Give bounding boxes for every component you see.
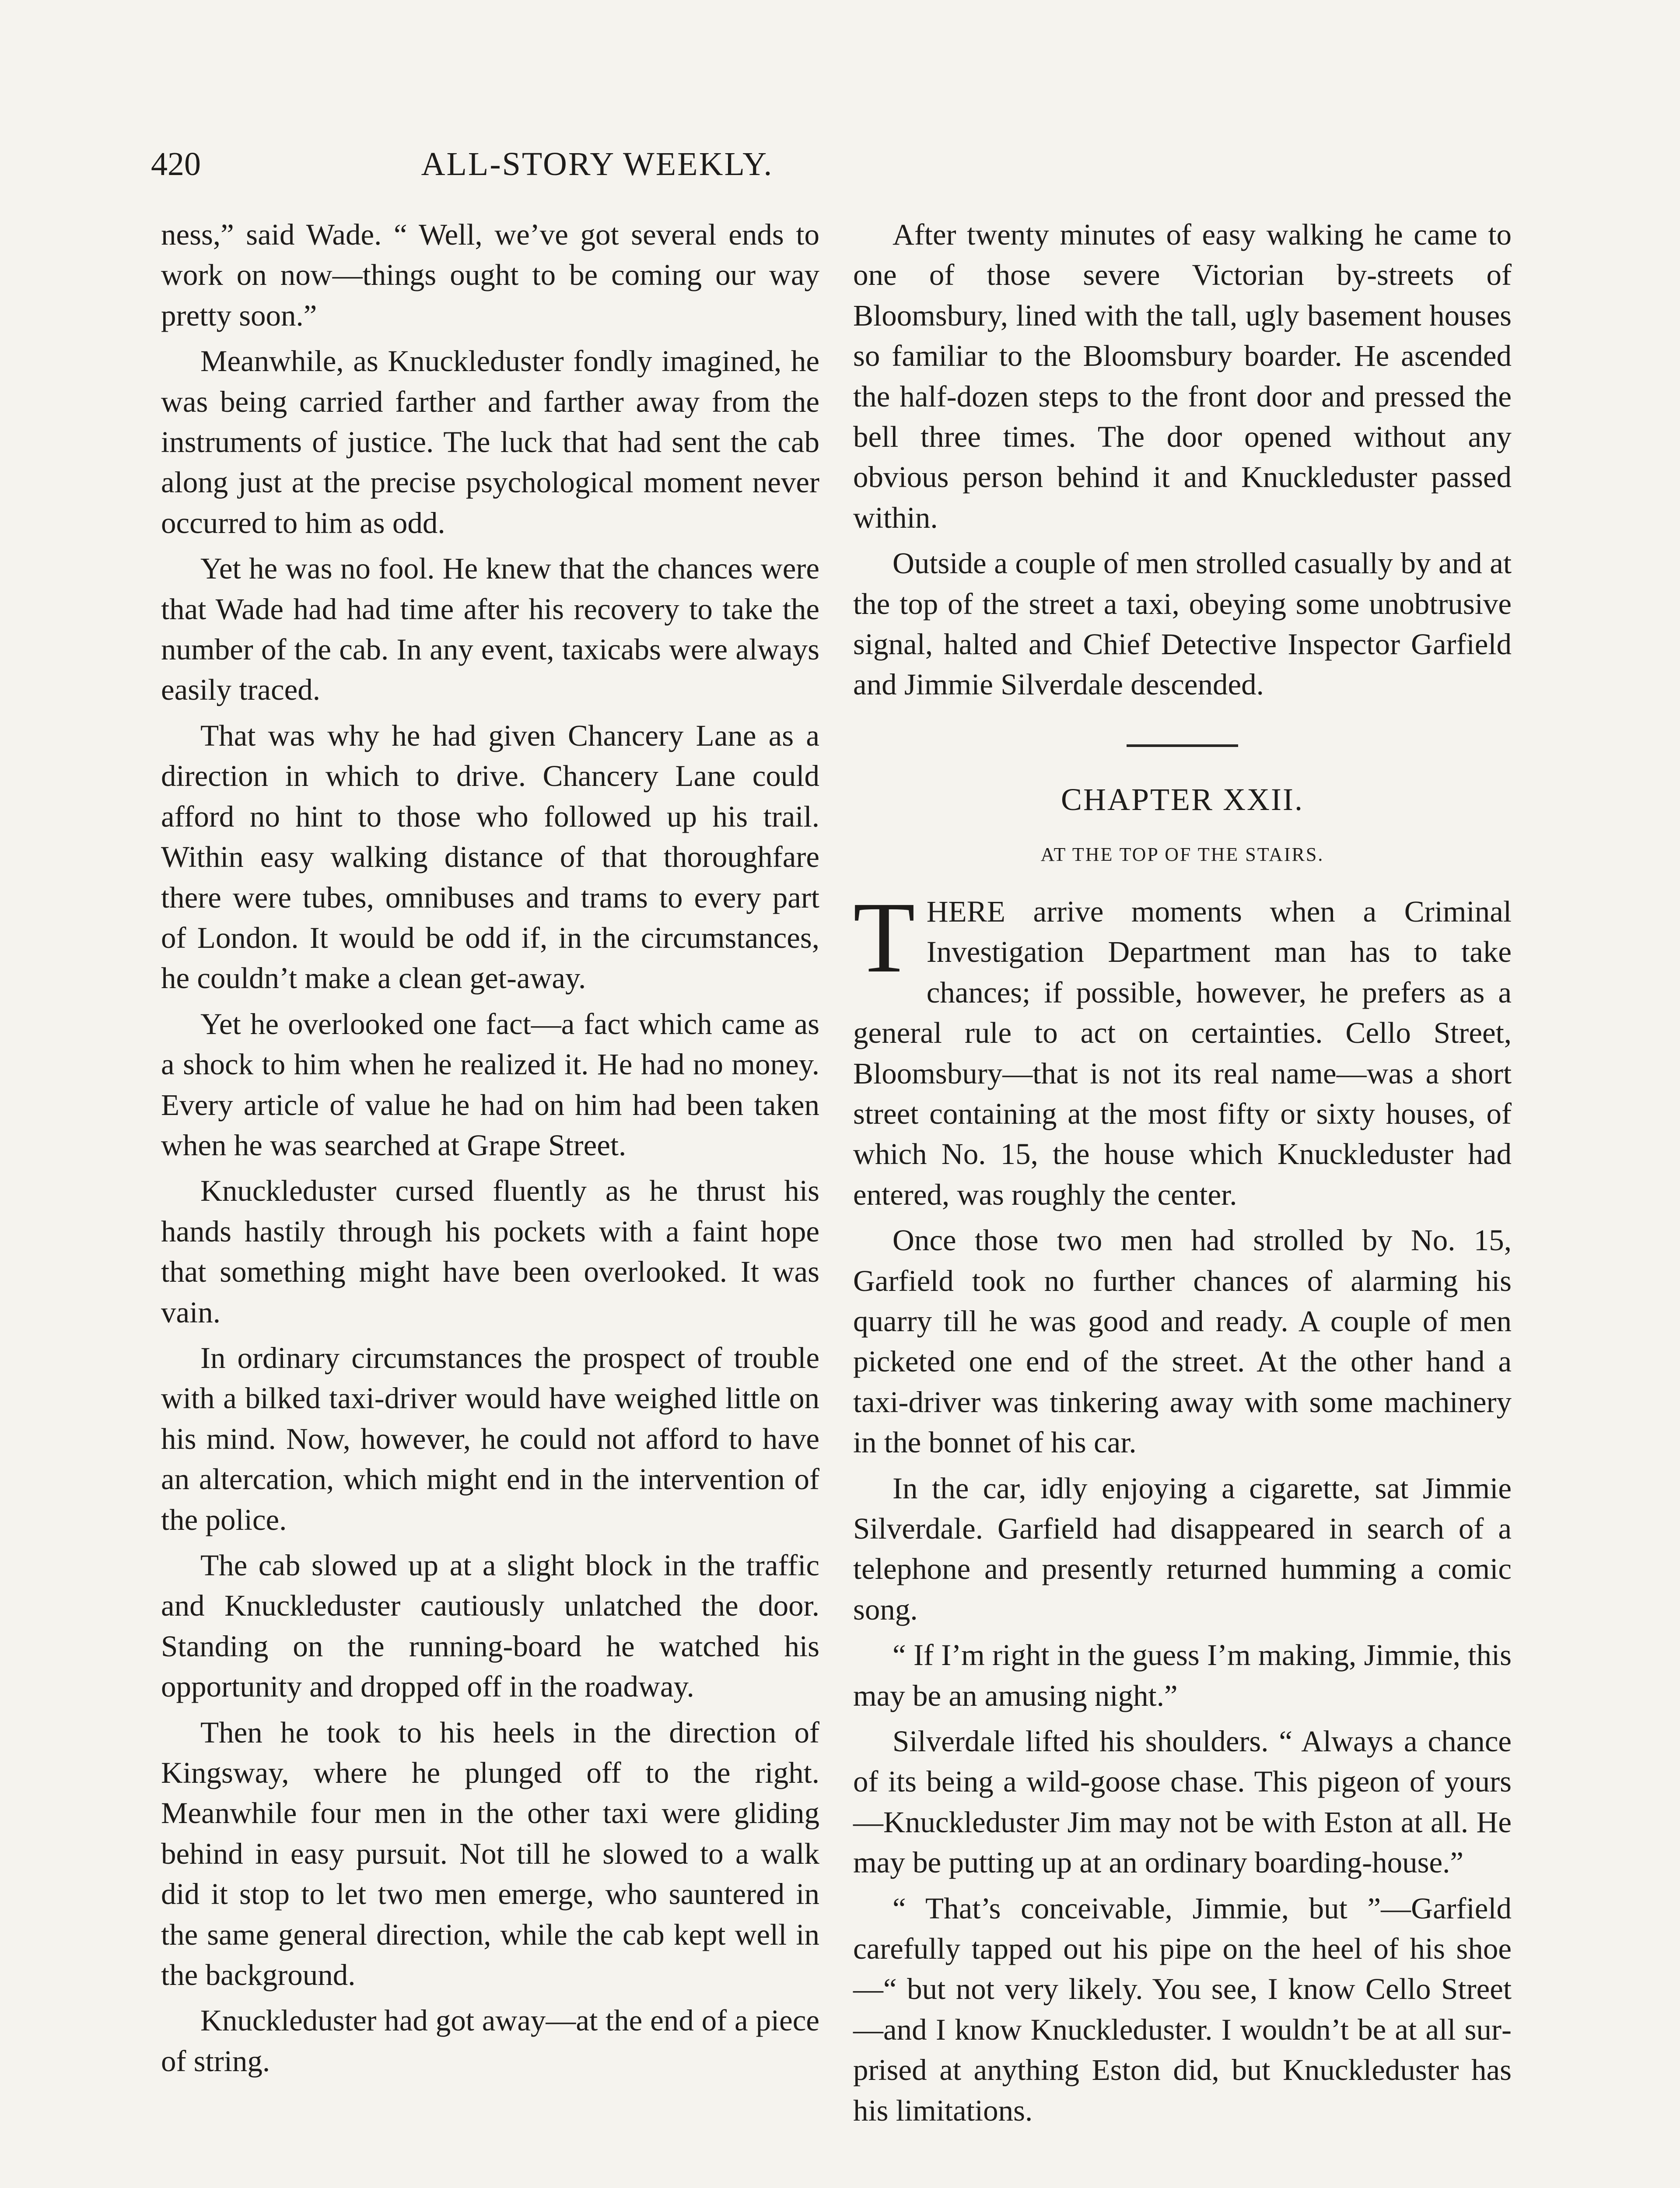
paragraph: ness,” said Wade. “ Well, we’ve got several ends to work on now—things ought to be coming our way pretty soon.”	[161, 218, 819, 332]
chapter-opening-paragraph	[853, 881, 1512, 1215]
section-divider	[1127, 744, 1238, 747]
left-column	[161, 214, 819, 2081]
drop-cap: T	[853, 881, 915, 994]
paragraph: Yet he overlooked one fact—a fact which came as a shock to him when he realized it. He had no money. Every article of value he had on him had been taken when he was searched at Grape Street.	[161, 1007, 819, 1162]
paragraph: Knuckleduster cursed fluently as he thrust his hands hastily through his pockets with a faint hope that something might have been overlooked. It was vain.	[161, 1174, 819, 1329]
paragraph: Yet he was no fool. He knew that the chances were that Wade had had time after his recovery to take the number of the cab. In any event, taxicabs were always easily traced.	[161, 552, 819, 707]
paragraph: “ If I’m right in the guess I’m making, Jimmie, this may be an amusing night.”	[853, 1638, 1512, 1712]
paragraph: Meanwhile, as Knuckleduster fondly imagined, he was being carried farther and farther away from the instruments of justice. The luck that had sent the cab along just at the precise psychological moment never occurred to him as odd.	[161, 344, 819, 540]
page-header	[151, 133, 1043, 195]
running-head: ALL-STORY WEEKLY.	[421, 146, 774, 182]
paragraph: After twenty minutes of easy walking he came to one of those severe Victorian by-streets of Bloomsbury, lined with the tall, ugly basement houses so familiar to the Bloomsbury boarder. He ascended the half-dozen steps to the front door and pressed the bell three times. The door opened without any obvious person behind it and Knuckleduster passed within.	[853, 218, 1512, 534]
paragraph: In the car, idly enjoying a cigarette, sat Jimmie Silverdale. Garfield had disappeared in search of a telephone and presently returned humming a comic song.	[853, 1471, 1512, 1626]
paragraph: Silverdale lifted his shoulders. “ Always a chance of its being a wild-goose chase. This pigeon of yours—Knuckleduster Jim may not be with Eston at all. He may be putting up at an ordinary boarding-house.”	[853, 1725, 1512, 1879]
chapter-subtitle: AT THE TOP OF THE STAIRS.	[1040, 843, 1324, 865]
paragraph: That was why he had given Chancery Lane as a direction in which to drive. Chancery Lane could afford no hint to those who followed up his trail. Within easy walking distance of that thoroughfare there were tubes, omnibuses and trams to every part of London. It would be odd if, in the circumstances, he couldn’t make a clean get-away.	[161, 719, 819, 995]
right-column	[853, 214, 1512, 2131]
paragraph: In ordinary circumstances the prospect of trouble with a bilked taxi-driver would have weighed little on his mind. Now, however, he could not afford to have an altercation, which might end in the intervention of the police.	[161, 1341, 819, 1536]
paragraph: Then he took to his heels in the direction of Kingsway, where he plunged off to the right. Meanwhile four men in the other taxi were gliding behind in easy pursuit. Not till he slowed to a walk did it stop to let two men emerge, who sauntered in the same general direction, while the cab kept well in the background.	[161, 1715, 819, 1992]
paragraph: “ That’s conceivable, Jimmie, but ”—Garfield carefully tapped out his pipe on the heel of his shoe—“ but not very likely. You see, I know Cello Street—and I know Knuckleduster. I wouldn’t be at all surprised at anything Eston did, but Knuckleduster has his limitations.	[853, 1891, 1512, 2127]
paragraph: Once those two men had strolled by No. 15, Garfield took no further chances of alarming his quarry till he was good and ready. A couple of men picketed one end of the street. At the other hand a taxi-driver was tinkering away with some machinery in the bonnet of his car.	[853, 1224, 1512, 1459]
page-number: 420	[151, 146, 201, 182]
paragraph: The cab slowed up at a slight block in the traffic and Knuckleduster cautiously unlatched the door. Standing on the running-board he watched his opportunity and dropped off in the roadway.	[161, 1549, 819, 1704]
paragraph-text: HERE arrive moments when a Criminal Investigation Department man has to take chances; if possible, however, he prefers as a general rule to act on certainties. Cello Street, Bloomsbury—that is not its real name—was a short street containing at the most fifty or sixty houses, of which No. 15, the house which Knuckleduster had entered, was roughly the center.	[853, 894, 1512, 1211]
paragraph: Outside a couple of men strolled casually by and at the top of the street a taxi, obeying some unobtrusive signal, halted and Chief Detective Inspector Garfield and Jimmie Silverdale descended.	[853, 547, 1512, 701]
paragraph: Knuckleduster had got away—at the end of a piece of string.	[161, 2004, 819, 2078]
chapter-title: CHAPTER XXII.	[1061, 782, 1304, 817]
